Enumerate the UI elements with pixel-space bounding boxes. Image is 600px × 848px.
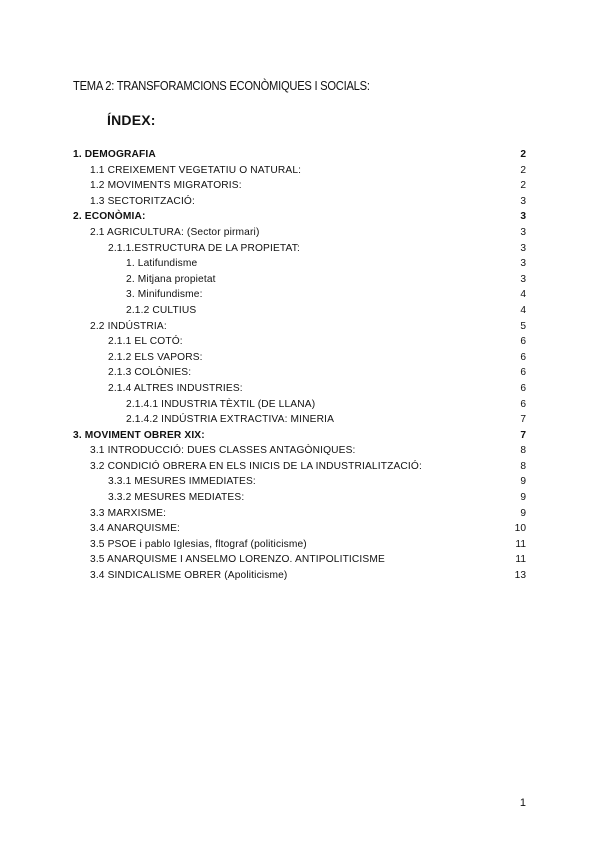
- document-title: TEMA 2: TRANSFORAMCIONS ECONÒMIQUES I SOCIALS:: [73, 78, 370, 93]
- toc-entry-label: 2.1.3 COLÒNIES:: [108, 367, 192, 379]
- toc-entry-page: 9: [520, 507, 526, 519]
- toc-entry-page: 3: [520, 273, 526, 285]
- toc-entry-label: 2. ECONÒMIA:: [73, 211, 146, 223]
- toc-entry[interactable]: [0, 397, 600, 413]
- toc-entry-page: 13: [514, 570, 526, 582]
- toc-entry[interactable]: [0, 163, 600, 179]
- toc-entry-label: 3.5 PSOE i pablo Iglesias, fltograf (politicisme): [90, 538, 307, 550]
- toc-entry[interactable]: [0, 303, 600, 319]
- toc-entry-page: 5: [520, 320, 526, 332]
- toc-entry-page: 3: [520, 211, 526, 223]
- toc-entry[interactable]: [0, 241, 600, 257]
- toc-entry-page: 3: [520, 195, 526, 207]
- toc-entry[interactable]: [0, 490, 600, 506]
- toc-entry-label: 1. DEMOGRAFIA: [73, 149, 156, 160]
- toc-entry-page: 2: [520, 180, 526, 192]
- toc-entry[interactable]: [0, 319, 600, 335]
- toc-entry-label: 3.4 ANARQUISME:: [90, 523, 181, 535]
- toc-entry-label: 3.5 ANARQUISME I ANSELMO LORENZO. ANTIPOLITICISME: [90, 554, 385, 566]
- toc-entry[interactable]: [0, 443, 600, 459]
- toc-entry[interactable]: [0, 209, 600, 225]
- toc-entry-label: 3.3 MARXISME:: [90, 507, 167, 519]
- toc-entry-label: 2.1.2 CULTIUS: [126, 304, 197, 316]
- toc-entry-label: 2.1.2 ELS VAPORS:: [108, 351, 203, 363]
- toc-entry-page: 3: [520, 242, 526, 254]
- toc-entry-label: 3.1 INTRODUCCIÓ: DUES CLASSES ANTAGÒNIQUES:: [90, 445, 356, 457]
- toc-entry-label: 3.3.1 MESURES IMMEDIATES:: [108, 476, 256, 488]
- toc-entry-page: 3: [520, 226, 526, 238]
- toc-entry[interactable]: [0, 365, 600, 381]
- toc-entry-page: 6: [520, 367, 526, 379]
- toc-entry-label: 1.2 MOVIMENTS MIGRATORIS:: [90, 180, 242, 192]
- toc-entry-label: 2.1.1 EL COTÓ:: [108, 336, 183, 348]
- toc-entry-label: 3.2 CONDICIÓ OBRERA EN ELS INICIS DE LA INDUSTRIALITZACIÓ:: [90, 460, 422, 472]
- toc-entry[interactable]: [0, 459, 600, 475]
- toc-entry-page: 2: [520, 164, 526, 176]
- toc-entry[interactable]: [0, 194, 600, 210]
- toc-entry[interactable]: [0, 225, 600, 241]
- index-heading: ÍNDEX:: [107, 112, 156, 128]
- toc-entry[interactable]: [0, 412, 600, 428]
- toc-entry[interactable]: [0, 334, 600, 350]
- toc-entry[interactable]: [0, 474, 600, 490]
- toc-entry-page: 7: [520, 429, 526, 441]
- toc-entry[interactable]: [0, 350, 600, 366]
- toc-entry-page: 6: [520, 336, 526, 348]
- toc-entry-label: 3.4 SINDICALISME OBRER (Apoliticisme): [90, 570, 288, 582]
- toc-entry-page: 3: [520, 258, 526, 270]
- toc-entry-label: 2. Mitjana propietat: [126, 273, 216, 285]
- toc-entry-page: 6: [520, 351, 526, 363]
- toc-entry-label: 1.1 CREIXEMENT VEGETATIU O NATURAL:: [90, 164, 302, 176]
- toc-entry-label: 1.3 SECTORITZACIÓ:: [90, 195, 195, 207]
- toc-entry[interactable]: [0, 147, 600, 163]
- toc-entry-page: 6: [520, 398, 526, 410]
- toc-entry[interactable]: [0, 272, 600, 288]
- toc-entry-label: 3. Minifundisme:: [126, 289, 203, 301]
- toc-entry[interactable]: [0, 287, 600, 303]
- table-of-contents: [0, 147, 600, 584]
- toc-entry-label: 3.3.2 MESURES MEDIATES:: [108, 492, 245, 504]
- toc-entry-page: 4: [520, 304, 526, 316]
- toc-entry[interactable]: [0, 568, 600, 584]
- toc-entry-page: 4: [520, 289, 526, 301]
- toc-entry-page: 9: [520, 476, 526, 488]
- toc-entry-page: 2: [520, 149, 526, 160]
- toc-entry-page: 7: [520, 414, 526, 426]
- toc-entry[interactable]: [0, 178, 600, 194]
- toc-entry[interactable]: [0, 428, 600, 444]
- toc-entry[interactable]: [0, 552, 600, 568]
- page-number: 1: [519, 797, 526, 809]
- toc-entry[interactable]: [0, 537, 600, 553]
- toc-entry-page: 8: [520, 460, 526, 472]
- toc-entry-page: 11: [515, 554, 526, 566]
- toc-entry-label: 2.1.1.ESTRUCTURA DE LA PROPIETAT:: [108, 242, 300, 254]
- toc-entry-label: 1. Latifundisme: [126, 258, 198, 270]
- toc-entry-label: 2.2 INDÚSTRIA:: [90, 320, 167, 332]
- toc-entry-label: 2.1 AGRICULTURA: (Sector pirmari): [90, 226, 260, 238]
- toc-entry-label: 2.1.4.2 INDÚSTRIA EXTRACTIVA: MINERIA: [126, 414, 335, 426]
- toc-entry[interactable]: [0, 506, 600, 522]
- toc-entry-label: 2.1.4.1 INDUSTRIA TÈXTIL (DE LLANA): [126, 398, 316, 410]
- toc-entry[interactable]: [0, 521, 600, 537]
- toc-entry-page: 9: [520, 492, 526, 504]
- toc-entry-page: 10: [514, 523, 526, 535]
- toc-entry-page: 8: [520, 445, 526, 457]
- toc-entry[interactable]: [0, 381, 600, 397]
- toc-entry-label: 2.1.4 ALTRES INDUSTRIES:: [108, 382, 243, 394]
- toc-entry-page: 6: [520, 382, 526, 394]
- toc-entry[interactable]: [0, 256, 600, 272]
- toc-entry-page: 11: [515, 538, 526, 550]
- toc-entry-label: 3. MOVIMENT OBRER XIX:: [73, 429, 205, 441]
